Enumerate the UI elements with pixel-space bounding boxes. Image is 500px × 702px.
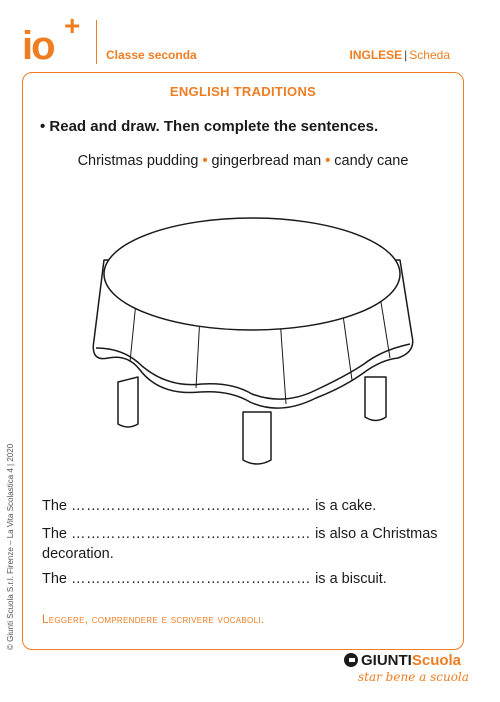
sentence-3-suffix: is a biscuit. (315, 571, 387, 587)
word-separator-2: • (325, 153, 331, 169)
brand-name (344, 653, 469, 669)
brand-g-icon (344, 653, 358, 667)
brand-name-a: GIUNTI (361, 652, 412, 669)
page-header (0, 0, 500, 80)
table-top (104, 218, 400, 330)
sheet-type: Scheda (409, 48, 450, 62)
word-bank (22, 153, 464, 169)
table-illustration (80, 212, 420, 468)
sentence-3-prefix: The (42, 571, 67, 587)
header-divider (96, 20, 97, 64)
sentence-1-prefix: The (42, 498, 67, 514)
subject-separator: | (404, 48, 408, 62)
learning-objective: Leggere, comprendere e scrivere vocaboli. (42, 614, 265, 626)
copyright-note: © Giunti Scuola S.r.l. Firenze – La Vita Scolastica 4 | 2020 (6, 443, 15, 650)
word-3: candy cane (334, 153, 409, 169)
instruction-text: • Read and draw. Then complete the sentences. (40, 118, 379, 135)
sentence-3-blank[interactable]: ………………………………………… (71, 571, 312, 587)
giunti-scuola-logo (344, 653, 469, 684)
sentence-1 (42, 496, 442, 516)
subject-label (349, 48, 450, 62)
brand-tagline: star bene a scuola (358, 670, 469, 684)
subject-name: INGLESE (349, 48, 403, 62)
sentence-2 (42, 524, 442, 564)
worksheet-title: ENGLISH TRADITIONS (169, 84, 317, 99)
sentence-2-prefix: The (42, 526, 67, 542)
word-2: gingerbread man (211, 153, 322, 169)
grade-label: Classe seconda (106, 48, 197, 62)
table-leg-right (365, 377, 386, 421)
sentence-2-blank[interactable]: ………………………………………… (71, 526, 312, 542)
brand-name-b: Scuola (411, 652, 462, 669)
sentence-1-blank[interactable]: ………………………………………… (71, 498, 312, 514)
word-separator-1: • (202, 153, 208, 169)
word-1: Christmas pudding (77, 153, 199, 169)
sentence-1-suffix: is a cake. (315, 498, 377, 514)
sentence-3 (42, 569, 442, 589)
table-leg-front (243, 412, 271, 464)
io-logo: io (22, 24, 54, 68)
table-leg-left (118, 377, 138, 427)
logo-plus-icon: + (64, 10, 81, 41)
sentence-2-suffix: is also a Christmas decoration. (42, 526, 438, 562)
